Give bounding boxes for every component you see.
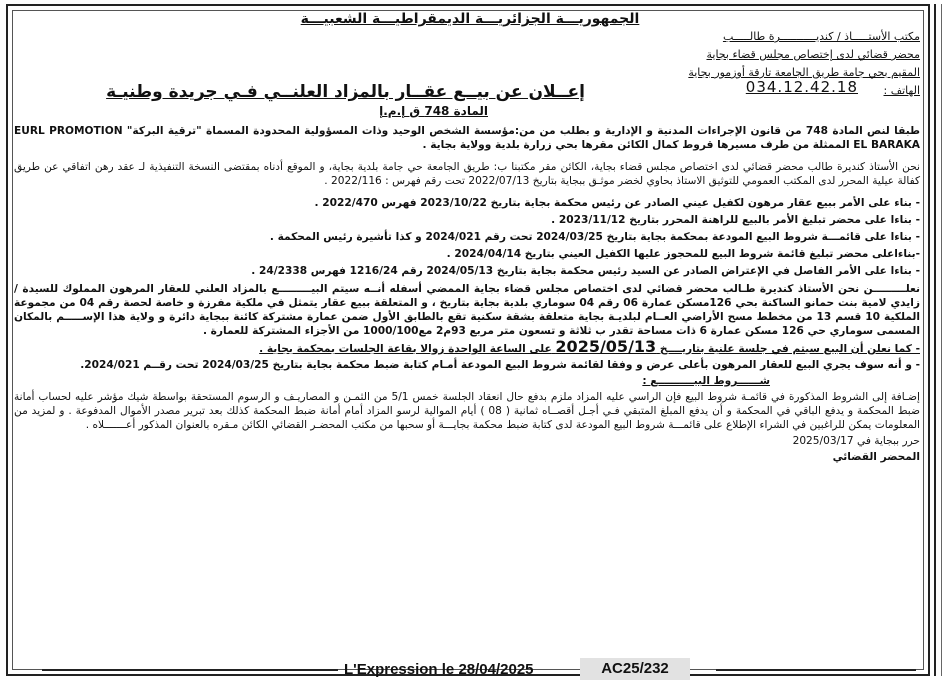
paragraph-property: نعلـــــــــن نحن الأستاذ كنديرة طـالب محضر قضائي لدى اختصاص مجلس قضاء بجاية الممضي أسفله أنــه سيتم البيـــــــــع بالمزاد العلني للعقار المرهون المملوك للسيدة / زايدي لامية بنت حمانو الساكنة بحي 126مسكن عمارة 06 رقم 04 سوماري بلدية بجاية بتاريخ ، و المتعلقة ببيع عقار يتمثل في ملكية مفرزة و خاصة لحصة رقم 04 من مجموعة الملكية 10 قسم 13 من مخطط مسح الأراضي العــام لبلديـة بجاية متعلقة بشقة سكنية تقع بالطابق الأول ضمن عمارة مشتركة كائنة ببجاية دائرة و ولاية هذا الإســـــم بالمكان المسمى سوماري حي 126 مسكن عمارة 6 ذات مساحة تقدر ب ثلاثة و تسعون متر مربع 93م2 مع1000/100 من الأجزاء المشتركة للعمارة .	[14, 283, 920, 337]
sale-date-line	[14, 337, 920, 356]
conditions-title: شــــــروط البيــــــــــع :	[642, 375, 770, 387]
bullet-conditions-notification: -بناءاعلى محضر تبليغ قائمة شروط البيع للمحجوز عليها الكفيل العيني بتاريخ 2024/04/14 .	[446, 248, 920, 260]
paragraph-sale-terms: - و أنه سوف يجري البيع للعقار المرهون بأعلى عرض و وفقا لقائمة شروط البيع المودعة أمـام كتابة ضبط محكمة بجاية بتاريخ 2024/03/25 تحت رقــم 2024/021.	[80, 359, 920, 371]
publication-footer	[0, 658, 950, 684]
bullet-conditions-list: - بناءا على قائمـــة شروط البيع المودعة بمحكمة بجاية بتاريخ 2024/03/25 تحت رقم 2024/021 و كذا تأشيرة رئيس المحكمة .	[269, 231, 920, 243]
paragraph-conditions: إضـافة إلى الشروط المذكورة في قائمـة شروط البيع فإن الراسي عليه المزاد ملزم بدفع حال انعقاد الجلسة خمس 5/1 من الثمـن و المصاريـف و الرسوم المستحقة بواسطة شيك مؤشر عليه لحساب أمانة ضبط المحكمة و يدفع الباقي في المحكمة و أن يدفع المبلغ المتبقي فـي أجـل أقصــاه ثمانية ( 08 ) أيام الموالية لرسو المزاد أمام أمانة ضبط المحكمة كذلك بعد تبرير مصدر الأموال المدفوعة . و لمزيد من المعلومات يمكن للراغبين في الشراء الإطلاع على قائمـــة شروط البيع المودعة لدى كتابة ضبط محكمة بجايـــة أو سحبها من مكتب المحضـر القضائي الكائن مـقره بالعنوان المذكور أعـــــــلاه .	[14, 391, 921, 431]
bullet-objection-ruling: - بناءا على الأمر الفاصل في الإعتراض الصادر عن السيد رئيس محكمة بجاية بتاريخ 2024/05/13 رقم 1216/24 فهرس 24/2338 .	[251, 265, 920, 277]
notice-document	[14, 10, 920, 466]
republic-title: الجمهوريـــة الجزائريـــة الديمقراطيـــة الشعبيـــة	[300, 11, 640, 27]
sale-prefix: - كما نعلن أن البيع سيتم في جلسة علنية بتاريــــخ	[659, 343, 920, 355]
announcement-title: إعــلان عن بيــع عقــار بالمزاد العلنــي فـي جريدة وطنيـة	[106, 82, 585, 102]
page-edge-rule-thin	[941, 4, 942, 676]
reference-badge: AC25/232	[580, 658, 690, 680]
signed-place-date: حرر ببجاية في 2025/03/17	[792, 435, 920, 447]
paragraph-bailiff: نحن الأستاذ كنديرة طالب محضر قضائي لدى اختصاص مجلس قضاء بجاية، الكائن مقر مكتبنا ب: طريق الجامعة حي جامة بلدية بجاية، و الموقع أدناه بمقتضى النسخة التنفيذية لـ عقد رهن اتفاقي عن طريق كفالة عيلية المحرر لدى المكتب العمومي للتوثيق الاستاذ بحاوي لخضر موثـق ببجاية بتاريخ 2022/07/13 تحت رقم فهرس : 2022/116 .	[14, 161, 920, 187]
paragraph-request: طبقا لنص المادة 748 من قانون الإجراءات المدنية و الإدارية و بطلب من من:مؤسسة الشخص الوحيد وذات المسؤولية المحدودة المسماة "ترقية البركة" EURL PROMOTION EL BARAKA الممثلة من طرف مسيرها قروط كمال الكائن مقرها بحي زرارة بلدية وولاية بجاية .	[14, 125, 921, 151]
phone-number: 034.12.42.18	[745, 78, 858, 96]
bullet-order: - بناء على الأمر ببيع عقار مرهون لكفيل عيني الصادر عن رئيس محكمة بجاية بتاريخ 2023/10/22 فهرس 2022/470 .	[314, 197, 920, 209]
phone-label: الهاتف :	[883, 84, 920, 97]
article-reference: المادة 748 ق إ.م.إ	[379, 104, 488, 118]
sale-date: 2025/05/13	[555, 337, 657, 356]
signature-title: المحضر القضائي	[832, 451, 920, 463]
footer-rule-right	[716, 669, 916, 671]
role-line: محضر قضائي لدى إختصاص مجلس قضاء بجاية	[706, 48, 920, 61]
page-edge-rule	[934, 4, 936, 676]
bullet-notification: - بناءا على محضر تبليغ الأمر بالبيع للراهنة المحرر بتاريخ 2023/11/12 .	[551, 214, 920, 226]
sale-suffix: على الساعة الواحدة زوالا بقاعة الجلسات بمحكمة بجاية .	[259, 343, 552, 355]
publication-text: L'Expression le 28/04/2025	[344, 661, 534, 678]
address-line: المقيم بحي جامة طريق الجامعة تارقة أوزمور بجاية	[688, 66, 920, 79]
footer-rule-left	[42, 669, 338, 671]
bailiff-header	[14, 28, 920, 118]
office-line: مكتب الأستـــــاذ / كنديـــــــــــرة طالـــــب	[722, 30, 920, 43]
